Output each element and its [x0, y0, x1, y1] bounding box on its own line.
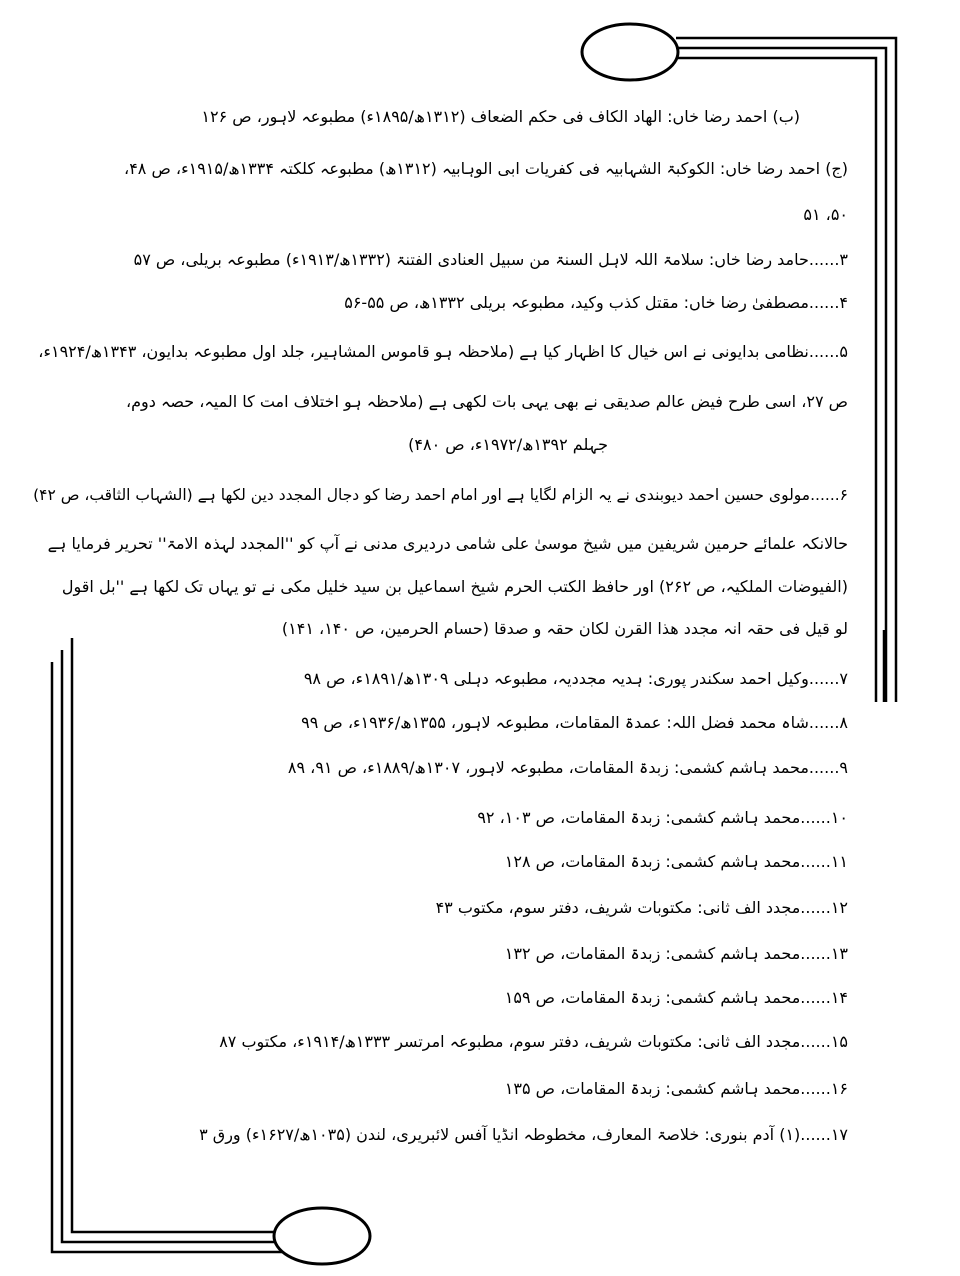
footnote-4: ۴......مصطفیٰ رضا خاں: مقتل کذب وکید، مطبوعہ بریلی ۱۳۳۲ھ، ص ۵۵-۵۶	[344, 293, 848, 312]
footnote-3: ۳......حامد رضا خاں: سلامۃ اللہ لاہل السنۃ من سبیل العنادی الفتنۃ (۱۳۳۲ھ/۱۹۱۳ء) مطبوعہ بریلی، ص ۵۷	[133, 250, 848, 269]
footnote-2b: (ب) احمد رضا خاں: الهاد الكاف فی حکم الضعاف (۱۳۱۲ھ/۱۸۹۵ء) مطبوعہ لاہور، ص ۱۲۶	[201, 107, 800, 126]
footnote-12: ۱۲......مجدد الف ثانی: مکتوبات شریف، دفتر سوم، مکتوب ۴۳	[435, 898, 848, 917]
top-right-border-lines	[676, 38, 896, 702]
footnote-8: ۸......شاہ محمد فضل اللہ: عمدۃ المقامات، مطبوعہ لاہور، ۱۳۵۵ھ/۱۹۳۶ء، ص ۹۹	[301, 713, 848, 732]
footnote-13: ۱۳......محمد ہاشم کشمی: زبدۃ المقامات، ص ۱۳۲	[504, 944, 848, 963]
footnote-16: ۱۶......محمد ہاشم کشمی: زبدۃ المقامات، ص ۱۳۵	[504, 1079, 848, 1098]
bottom-oval-ornament	[274, 1208, 370, 1264]
footnote-17: ۱۷......(۱) آدم بنوری: خلاصۃ المعارف، مخطوطہ انڈیا آفس لائبریری، لندن (۱۰۳۵ھ/۱۶۲۷ء) ورق ۳	[199, 1125, 848, 1144]
top-oval-ornament	[582, 24, 678, 80]
footnote-15: ۱۵......مجدد الف ثانی: مکتوبات شریف، دفتر سوم، مطبوعہ امرتسر ۱۳۳۳ھ/۱۹۱۴ء، مکتوب ۸۷	[219, 1032, 848, 1051]
footnote-5-cont2: جہلم ۱۳۹۲ھ/۱۹۷۲ء، ص ۴۸۰)	[408, 435, 608, 454]
footnote-14: ۱۴......محمد ہاشم کشمی: زبدۃ المقامات، ص ۱۵۹	[504, 988, 848, 1007]
footnote-11: ۱۱......محمد ہاشم کشمی: زبدۃ المقامات، ص ۱۲۸	[504, 852, 848, 871]
footnote-6-cont2: (الفیوضات الملکیہ، ص ۲۶۲) اور حافظ الکتب الحرم شیخ اسماعیل بن سید خلیل مکی نے تو یہاں تک لکھا ہے ''بل اقول	[61, 577, 848, 596]
footnote-5-cont1: ص ۲۷، اسی طرح فیض عالم صدیقی نے بھی یہی بات لکھی ہے (ملاحظہ ہو اختلاف امت کا المیہ، حصہ دوم،	[125, 392, 848, 411]
left-border-lines	[52, 638, 282, 1252]
footnote-7: ۷......وکیل احمد سکندر پوری: ہدیہ مجددیہ، مطبوعہ دہلی ۱۳۰۹ھ/۱۸۹۱ء، ص ۹۸	[303, 669, 848, 688]
footnote-2c-pages: ۵۰، ۵۱	[803, 205, 848, 224]
footnote-5: ۵......نظامی بدایونی نے اس خیال کا اظہار کیا ہے (ملاحظہ ہو قاموس المشاہیر، جلد اول مطبوعہ بدایون، ۱۳۴۳ھ/۱۹۲۴ء،	[38, 342, 848, 361]
footnote-10: ۱۰......محمد ہاشم کشمی: زبدۃ المقامات، ص ۱۰۳، ۹۲	[477, 808, 848, 827]
footnote-6-cont1: حالانکہ علمائے حرمین شریفین میں شیخ موسیٰ علی شامی دردیری مدنی نے آپ کو ''المجدد لہذہ الامۃ'' تحریر فرمایا ہے	[47, 534, 848, 553]
footnote-2c: (ج) احمد رضا خاں: الکوکبۃ الشہابیہ فی کفریات ابی الوہابیہ (۱۳۱۲ھ) مطبوعہ کلکتہ ۱۳۳۴ھ/۱۹۱۵ء، ص ۴۸،	[124, 159, 848, 178]
footnote-9: ۹......محمد ہاشم کشمی: زبدۃ المقامات، مطبوعہ لاہور، ۱۳۰۷ھ/۱۸۸۹ء، ص ۹۱، ۸۹	[287, 758, 848, 777]
footnote-6: ۶......مولوی حسین احمد دیوبندی نے یہ الزام لگایا ہے اور امام احمد رضا کو دجال المجدد دین لکھا ہے (الشہاب الثاقب، ص ۴۲)	[33, 486, 848, 504]
footnote-6-cont3: لو قیل فی حقہ انہ مجدد ھذا القرن لکان حقہ و صدقا (حسام الحرمین، ص ۱۴۰، ۱۴۱)	[281, 619, 848, 638]
